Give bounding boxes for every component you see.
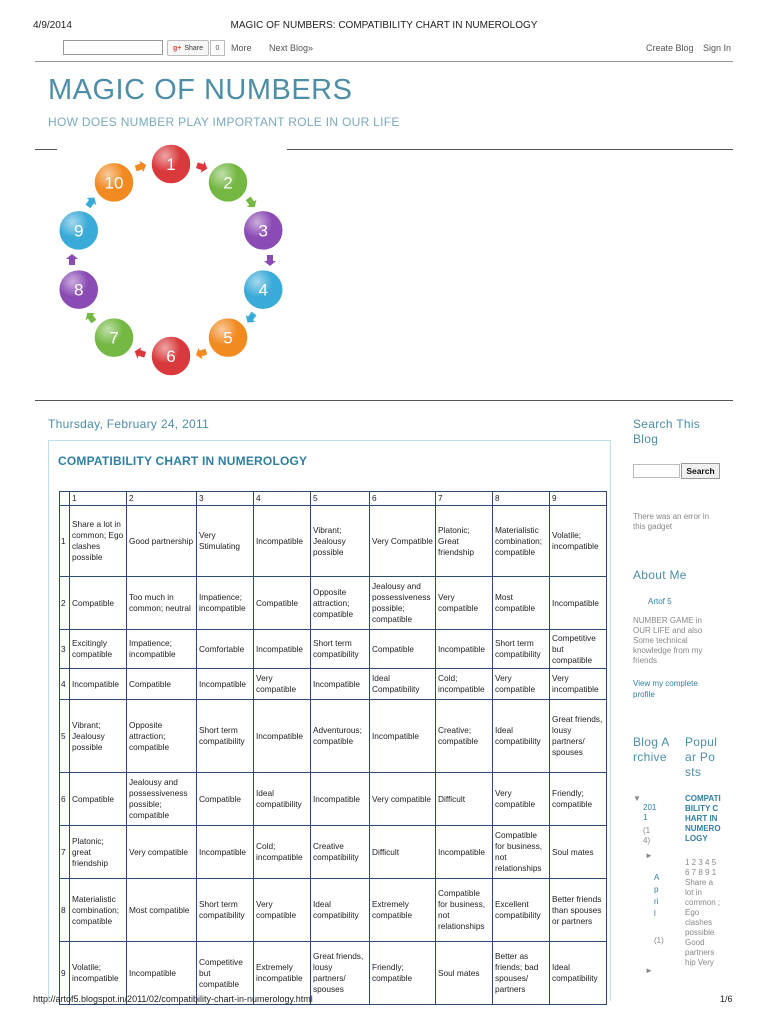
archive-title: Blog Archive bbox=[633, 735, 670, 764]
table-row bbox=[60, 630, 607, 669]
table-cell: Volatile; incompatible bbox=[70, 942, 127, 1005]
cycle-node-label: 3 bbox=[258, 221, 268, 241]
table-cell: Compatible bbox=[127, 669, 197, 700]
table-cell: Compatible for business, not relationships bbox=[436, 879, 493, 942]
table-cell: Compatible bbox=[254, 577, 311, 630]
cycle-node-label: 9 bbox=[74, 221, 84, 241]
content-divider bbox=[35, 400, 733, 401]
table-cell: Incompatible bbox=[127, 942, 197, 1005]
sign-in-link[interactable]: Sign In bbox=[703, 43, 732, 53]
table-cell: Short term compatibility bbox=[197, 700, 254, 773]
cycle-arrow-icon bbox=[195, 160, 209, 175]
table-cell: Platonic; Great friendship bbox=[436, 506, 493, 577]
table-cell: Vibrant; Jealousy possible bbox=[70, 700, 127, 773]
table-cell: Great friends, lousy partners/ spouses bbox=[311, 942, 370, 1005]
cycle-arrow-icon bbox=[243, 310, 259, 326]
blog-title[interactable]: MAGIC OF NUMBERS bbox=[48, 74, 353, 106]
archive-month-toggle-icon[interactable]: ► bbox=[645, 851, 653, 860]
table-row-label: 7 bbox=[60, 826, 70, 879]
table-row-label: 5 bbox=[60, 700, 70, 773]
table-cell: Very compatible bbox=[127, 826, 197, 879]
table-cell: Jealousy and possessiveness possible; compatible bbox=[370, 577, 436, 630]
blog-description: HOW DOES NUMBER PLAY IMPORTANT ROLE IN OUR LIFE bbox=[48, 115, 400, 129]
table-cell: Ideal compatibility bbox=[254, 773, 311, 826]
archive-year-link[interactable]: 2011 bbox=[643, 803, 657, 822]
table-cell: Creative; compatible bbox=[436, 700, 493, 773]
header-divider-right bbox=[287, 149, 733, 150]
table-row-label: 2 bbox=[60, 577, 70, 630]
footer-url: http://artof5.blogspot.in/2011/02/compatibility-chart-in-numerology.html bbox=[33, 994, 313, 1004]
cycle-node bbox=[243, 270, 283, 310]
table-header-cell bbox=[60, 492, 70, 506]
cycle-node bbox=[94, 318, 134, 358]
archive-year-toggle-icon[interactable]: ▼ bbox=[633, 794, 641, 803]
table-header-cell: 8 bbox=[493, 492, 550, 506]
table-cell: Friendly; compatible bbox=[370, 942, 436, 1005]
table-cell: Short term compatibility bbox=[311, 630, 370, 669]
table-cell: Materialistic combination; compatible bbox=[70, 879, 127, 942]
table-cell: Cold; incompatible bbox=[436, 669, 493, 700]
table-row bbox=[60, 773, 607, 826]
table-cell: Materialistic combination; compatible bbox=[493, 506, 550, 577]
table-cell: Ideal compatibility bbox=[311, 879, 370, 942]
numerology-cycle-graphic bbox=[48, 140, 308, 400]
compatibility-table bbox=[59, 491, 607, 1005]
table-cell: Compatible bbox=[370, 630, 436, 669]
table-row-label: 8 bbox=[60, 879, 70, 942]
footer-page-number: 1/6 bbox=[720, 994, 733, 1004]
cycle-arrow-icon bbox=[134, 159, 148, 174]
table-cell: Incompatible bbox=[70, 669, 127, 700]
navbar-search-input[interactable] bbox=[63, 40, 163, 55]
table-cell: Excitingly compatible bbox=[70, 630, 127, 669]
navbar-divider bbox=[35, 61, 733, 62]
table-cell: Ideal compatibility bbox=[550, 942, 607, 1005]
table-cell: Incompatible bbox=[436, 630, 493, 669]
table-cell: Very Stimulating bbox=[197, 506, 254, 577]
table-cell: Incompatible bbox=[254, 506, 311, 577]
table-cell: Ideal Compatibility bbox=[370, 669, 436, 700]
cycle-node-label: 10 bbox=[104, 173, 124, 193]
table-cell: Very compatible bbox=[254, 879, 311, 942]
table-row bbox=[60, 506, 607, 577]
about-text: NUMBER GAME in OUR LIFE and also Some technical knowledge from my friends bbox=[633, 616, 703, 665]
table-cell: Adventurous; compatible bbox=[311, 700, 370, 773]
table-cell: Platonic; great friendship bbox=[70, 826, 127, 879]
table-cell: Better as friends; bad spouses/ partners bbox=[493, 942, 550, 1005]
table-cell: Good partnership bbox=[127, 506, 197, 577]
table-cell: Most compatible bbox=[493, 577, 550, 630]
table-row bbox=[60, 577, 607, 630]
table-cell: Very compatible bbox=[493, 669, 550, 700]
table-header-cell: 2 bbox=[127, 492, 197, 506]
table-cell: Great friends, lousy partners/ spouses bbox=[550, 700, 607, 773]
table-cell: Extremely compatible bbox=[370, 879, 436, 942]
more-link[interactable]: More bbox=[231, 43, 252, 53]
table-cell: Opposite attraction; compatible bbox=[127, 700, 197, 773]
table-cell: Difficult bbox=[370, 826, 436, 879]
sidebar-search-input[interactable] bbox=[633, 464, 680, 478]
popular-title: Popular Posts bbox=[685, 735, 718, 779]
table-cell: Compatible bbox=[70, 773, 127, 826]
table-row-label: 6 bbox=[60, 773, 70, 826]
search-title: Search This Blog bbox=[633, 417, 701, 446]
table-cell: Very compatible bbox=[436, 577, 493, 630]
cycle-node bbox=[151, 336, 191, 376]
table-header-cell: 1 bbox=[70, 492, 127, 506]
table-header-row bbox=[60, 492, 607, 506]
table-header-cell: 5 bbox=[311, 492, 370, 506]
table-cell: Difficult bbox=[436, 773, 493, 826]
archive-year-count: (14) bbox=[643, 826, 651, 845]
print-title: MAGIC OF NUMBERS: COMPATIBILITY CHART IN NUMEROLOGY bbox=[230, 20, 538, 31]
next-blog-link[interactable]: Next Blog» bbox=[269, 43, 314, 53]
table-cell: Competitive but compatible bbox=[550, 630, 607, 669]
table-cell: Very compatible bbox=[370, 773, 436, 826]
table-cell: Creative compatibility bbox=[311, 826, 370, 879]
table-cell: Compatible bbox=[197, 773, 254, 826]
gplus-icon: g+ bbox=[172, 44, 182, 52]
search-error-text: There was an error in this gadget bbox=[633, 512, 710, 531]
about-title: About Me bbox=[633, 568, 687, 582]
cycle-arrow-icon bbox=[243, 195, 259, 211]
table-cell: Share a lot in common; Ego clashes possible bbox=[70, 506, 127, 577]
table-row bbox=[60, 879, 607, 942]
table-row bbox=[60, 700, 607, 773]
post-date: Thursday, February 24, 2011 bbox=[48, 417, 210, 431]
table-cell: Incompatible bbox=[436, 826, 493, 879]
table-row-label: 4 bbox=[60, 669, 70, 700]
gplus-share-button[interactable]: g+ Share bbox=[167, 40, 209, 56]
table-cell: Very incompatible bbox=[550, 669, 607, 700]
cycle-arrow-icon bbox=[194, 346, 208, 361]
table-cell: Too much in common; neutral bbox=[127, 577, 197, 630]
search-button[interactable]: Search bbox=[681, 463, 720, 479]
cycle-node bbox=[243, 210, 283, 250]
post-title[interactable]: COMPATIBILITY CHART IN NUMEROLOGY bbox=[58, 454, 308, 468]
cycle-node bbox=[94, 162, 134, 202]
table-cell: Most compatible bbox=[127, 879, 197, 942]
table-cell: Compatible for business, not relationships bbox=[493, 826, 550, 879]
table-cell: Ideal compatibility bbox=[493, 700, 550, 773]
table-cell: Incompatible bbox=[311, 773, 370, 826]
table-cell: Better friends than spouses or partners bbox=[550, 879, 607, 942]
cycle-arrow-icon bbox=[133, 346, 147, 361]
cycle-node bbox=[208, 318, 248, 358]
table-header-cell: 9 bbox=[550, 492, 607, 506]
table-header-cell: 4 bbox=[254, 492, 311, 506]
archive-month2-toggle-icon[interactable]: ► bbox=[645, 966, 653, 975]
table-cell: Friendly; compatible bbox=[550, 773, 607, 826]
table-header-cell: 3 bbox=[197, 492, 254, 506]
table-cell: Excellent compatibility bbox=[493, 879, 550, 942]
table-cell: Incompatible bbox=[370, 700, 436, 773]
archive-month-link[interactable]: April bbox=[654, 873, 660, 918]
table-cell: Jealousy and possessiveness possible; compatible bbox=[127, 773, 197, 826]
table-cell: Short term compatibility bbox=[493, 630, 550, 669]
table-cell: Extremely incompatible bbox=[254, 942, 311, 1005]
create-blog-link[interactable]: Create Blog bbox=[646, 43, 694, 53]
archive-month-count: (1) bbox=[654, 936, 664, 945]
table-cell: Opposite attraction; compatible bbox=[311, 577, 370, 630]
table-cell: Short term compatibility bbox=[197, 879, 254, 942]
table-row-label: 3 bbox=[60, 630, 70, 669]
popular-post-link[interactable]: COMPATIBILITY CHART IN NUMEROLOGY bbox=[685, 794, 721, 843]
cycle-node-label: 2 bbox=[223, 173, 233, 193]
view-profile-link[interactable]: View my complete profile bbox=[633, 679, 698, 699]
table-cell: Compatible bbox=[70, 577, 127, 630]
cycle-node-label: 5 bbox=[223, 328, 233, 348]
cycle-node-label: 4 bbox=[258, 280, 268, 300]
cycle-node bbox=[208, 162, 248, 202]
table-cell: Soul mates bbox=[550, 826, 607, 879]
table-header-cell: 6 bbox=[370, 492, 436, 506]
table-cell: Impatience; incompatible bbox=[127, 630, 197, 669]
popular-post-snippet: 1 2 3 4 5 6 7 8 9 1 Share a lot in common ; Ego clashes possible Good partners hip Very bbox=[685, 858, 721, 967]
table-cell: Incompatible bbox=[254, 630, 311, 669]
table-header-cell: 7 bbox=[436, 492, 493, 506]
cycle-node-label: 1 bbox=[166, 155, 176, 174]
cycle-node-label: 6 bbox=[166, 347, 176, 366]
table-cell: Incompatible bbox=[197, 826, 254, 879]
cycle-node-label: 7 bbox=[109, 328, 119, 348]
cycle-node bbox=[59, 270, 99, 310]
table-cell: Volatile; incompatible bbox=[550, 506, 607, 577]
cycle-arrow-icon bbox=[264, 255, 276, 266]
table-cell: Incompatible bbox=[254, 700, 311, 773]
table-cell: Very compatible bbox=[254, 669, 311, 700]
cycle-node-label: 8 bbox=[74, 280, 84, 300]
table-cell: Very compatible bbox=[493, 773, 550, 826]
table-cell: Soul mates bbox=[436, 942, 493, 1005]
table-cell: Vibrant; Jealousy possible bbox=[311, 506, 370, 577]
table-row bbox=[60, 826, 607, 879]
cycle-node bbox=[59, 210, 99, 250]
table-cell: Impatience; incompatible bbox=[197, 577, 254, 630]
cycle-node bbox=[151, 144, 191, 184]
table-cell: Incompatible bbox=[197, 669, 254, 700]
table-row-label: 1 bbox=[60, 506, 70, 577]
print-date: 4/9/2014 bbox=[33, 20, 72, 31]
cycle-arrow-icon bbox=[66, 254, 78, 265]
cycle-arrow-icon bbox=[83, 194, 99, 210]
table-cell: Incompatible bbox=[550, 577, 607, 630]
table-cell: Competitive but compatible bbox=[197, 942, 254, 1005]
table-cell: Incompatible bbox=[311, 669, 370, 700]
table-cell: Very Compatible bbox=[370, 506, 436, 577]
table-cell: Cold; incompatible bbox=[254, 826, 311, 879]
table-row bbox=[60, 669, 607, 700]
cycle-arrow-icon bbox=[83, 309, 99, 325]
table-cell: Comfortable bbox=[197, 630, 254, 669]
about-name-link[interactable]: Artof 5 bbox=[648, 597, 672, 606]
gplus-count: 0 bbox=[210, 40, 225, 56]
table-row-label: 9 bbox=[60, 942, 70, 1005]
